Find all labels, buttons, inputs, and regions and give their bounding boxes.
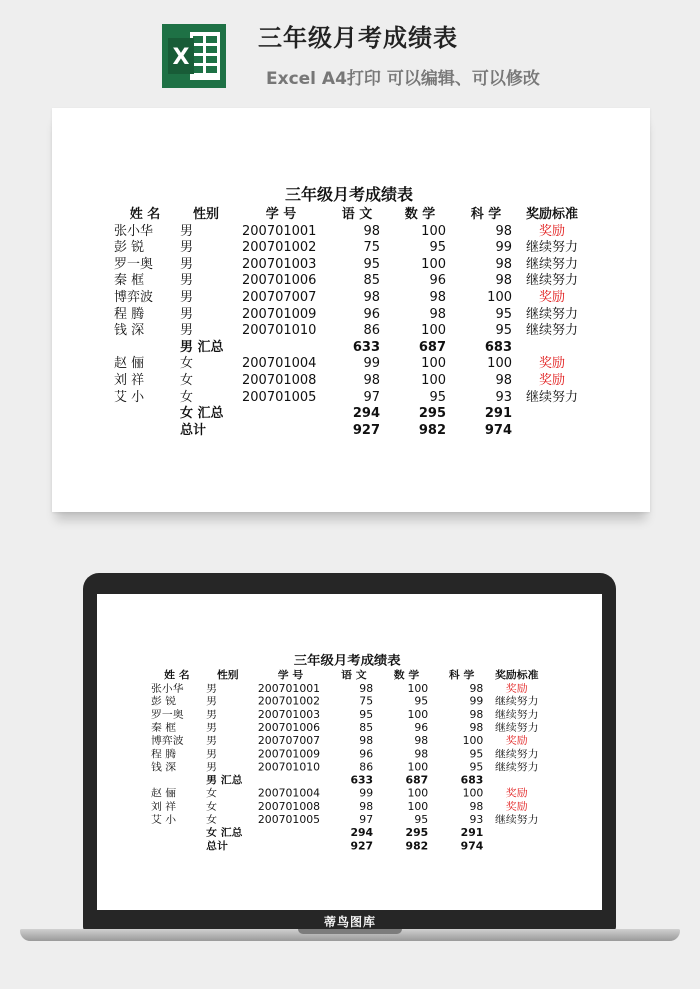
table-cell: 男 (206, 696, 217, 709)
table-cell: 男 (206, 748, 217, 761)
table-cell: 95 (429, 240, 446, 256)
summary-row (151, 827, 543, 840)
table-cell: 200701003 (242, 256, 317, 272)
table-cell: 291 (484, 406, 512, 422)
column-header: 语 文 (341, 669, 367, 682)
table-cell: 100 (462, 787, 484, 800)
table-cell: 奖励 (505, 735, 528, 748)
table-cell: 96 (363, 306, 380, 322)
table-row (151, 709, 543, 722)
table-cell: 继续努力 (495, 709, 539, 722)
table-cell: 687 (405, 774, 429, 787)
table-cell: 刘 祥 (114, 372, 145, 388)
table-cell: 200701002 (242, 240, 317, 256)
table-cell (242, 340, 320, 357)
table-cell: 总计 (180, 422, 207, 438)
laptop-brand-label: 蒂鸟图库 (323, 915, 376, 929)
table-cell: 博弈波 (114, 289, 154, 305)
table-cell: 98 (495, 256, 512, 272)
table-cell: 98 (359, 683, 374, 695)
column-header: 奖励标准 (495, 669, 539, 682)
table-cell (114, 423, 176, 440)
table-cell: 程 腾 (151, 748, 177, 761)
column-header: 姓 名 (129, 207, 161, 222)
table-header (114, 207, 584, 224)
table-cell: 95 (414, 814, 429, 827)
table-row (151, 722, 543, 735)
table-cell: 秦 框 (151, 722, 177, 735)
table-cell: 98 (414, 735, 429, 748)
table-cell: 男 (180, 273, 194, 289)
table-cell: 974 (460, 840, 484, 853)
table-cell: 100 (407, 761, 429, 774)
table-cell: 95 (359, 709, 374, 722)
table-cell: 刘 祥 (151, 801, 177, 813)
table-cell: 927 (352, 422, 380, 438)
table-cell: 291 (460, 827, 484, 840)
table-cell: 100 (407, 709, 429, 722)
table-cell: 男 (180, 289, 194, 305)
table-cell: 295 (405, 827, 429, 840)
table-cell: 200701003 (257, 709, 321, 722)
table-cell: 200701008 (242, 372, 317, 388)
table-cell: 96 (429, 273, 446, 289)
table-cell: 95 (495, 306, 512, 322)
score-table (114, 183, 584, 439)
sheet-title: 三年级月考成绩表 (284, 185, 413, 204)
table-cell (242, 406, 320, 423)
table-cell: 继续努力 (525, 306, 578, 322)
table-cell: 奖励 (505, 787, 528, 800)
table-cell: 75 (359, 696, 374, 709)
table-row (114, 390, 584, 407)
table-cell (258, 775, 323, 788)
table-row (114, 224, 584, 241)
table-cell: 200701002 (257, 696, 321, 709)
table-cell: 98 (359, 801, 374, 813)
table-cell: 彭 锐 (151, 696, 177, 709)
table-cell: 奖励 (538, 356, 565, 372)
table-cell: 继续努力 (495, 696, 539, 709)
table-cell (512, 340, 584, 357)
table-row (114, 307, 584, 324)
table-cell: 100 (487, 356, 512, 372)
laptop-score-table (151, 651, 543, 853)
column-header: 奖励标准 (525, 207, 578, 222)
table-cell: 683 (460, 774, 484, 787)
table-cell: 85 (363, 273, 380, 289)
table-cell: 200701001 (257, 683, 321, 695)
table-cell: 633 (350, 774, 374, 787)
table-cell: 982 (405, 840, 429, 853)
page-subtitle: Excel A4打印 可以编辑、可以修改 (266, 69, 540, 89)
column-header: 学 号 (265, 207, 297, 222)
table-cell: 男 (206, 683, 217, 695)
table-cell: 艾 小 (114, 389, 145, 405)
table-cell: 继续努力 (495, 761, 539, 774)
table-cell: 294 (352, 406, 380, 422)
table-row (151, 814, 543, 827)
table-cell: 683 (484, 339, 512, 355)
table-cell: 200701010 (242, 323, 317, 339)
table-cell: 95 (469, 748, 484, 761)
table-cell: 99 (363, 356, 380, 372)
table-cell (483, 827, 543, 840)
table-cell: 95 (429, 389, 446, 405)
table-cell: 男 (206, 761, 217, 774)
table-cell: 男 汇总 (206, 774, 243, 787)
table-cell: 93 (495, 389, 512, 405)
table-cell: 继续努力 (495, 722, 539, 735)
page-title: 三年级月考成绩表 (258, 24, 458, 52)
table-cell: 200701005 (242, 389, 317, 405)
table-cell: 男 (180, 256, 194, 272)
table-row (151, 736, 543, 749)
table-cell: 100 (407, 787, 429, 800)
table-cell: 86 (359, 761, 374, 774)
column-header: 语 文 (341, 207, 373, 222)
table-cell: 奖励 (538, 223, 565, 239)
table-cell: 200701004 (257, 787, 321, 800)
table-cell: 927 (350, 840, 374, 853)
table-cell: 98 (414, 748, 429, 761)
table-cell: 98 (363, 289, 380, 305)
table-cell: 200701010 (257, 761, 321, 774)
table-cell: 200701009 (242, 306, 317, 322)
table-cell: 男 (180, 223, 194, 239)
table-cell: 100 (407, 683, 429, 695)
table-cell (114, 340, 176, 357)
table-cell: 200701008 (257, 801, 321, 813)
table-cell: 295 (418, 406, 446, 422)
table-cell (242, 423, 320, 440)
summary-row (151, 775, 543, 788)
table-cell: 男 (206, 722, 217, 735)
table-cell: 奖励 (505, 801, 528, 813)
table-cell: 95 (414, 696, 429, 709)
table-cell: 974 (484, 422, 512, 438)
table-cell: 98 (469, 722, 484, 735)
table-cell: 男 (180, 240, 194, 256)
table-cell: 继续努力 (525, 389, 578, 405)
table-cell: 继续努力 (525, 323, 578, 339)
table-row (114, 323, 584, 340)
table-row (151, 801, 543, 814)
table-cell: 98 (363, 223, 380, 239)
table-cell: 100 (487, 289, 512, 305)
table-cell: 294 (350, 827, 374, 840)
table-cell: 633 (352, 339, 380, 355)
table-row (151, 749, 543, 762)
table-cell: 98 (469, 683, 484, 695)
summary-row (114, 406, 584, 423)
table-row (151, 788, 543, 801)
table-cell: 98 (495, 223, 512, 239)
table-cell: 继续努力 (495, 814, 539, 827)
summary-row (114, 340, 584, 357)
table-cell: 女 (180, 372, 194, 388)
table-cell: 200701004 (242, 356, 317, 372)
excel-logo-icon (162, 24, 226, 88)
table-row (114, 257, 584, 274)
table-cell: 女 汇总 (206, 827, 243, 840)
table-cell: 张小华 (151, 683, 184, 695)
table-cell: 女 (206, 814, 217, 827)
table-cell: 程 腾 (114, 306, 145, 322)
table-cell: 99 (495, 240, 512, 256)
table-cell: 女 (206, 801, 217, 813)
table-cell: 95 (495, 323, 512, 339)
table-cell: 赵 俪 (114, 356, 145, 372)
table-cell: 男 汇总 (180, 339, 224, 355)
table-cell: 继续努力 (525, 273, 578, 289)
table-cell: 张小华 (114, 223, 154, 239)
table-cell: 秦 框 (114, 273, 145, 289)
table-cell: 200707007 (242, 289, 317, 305)
table-cell: 钱 深 (114, 323, 145, 339)
table-cell: 男 (206, 735, 217, 748)
table-cell: 98 (429, 306, 446, 322)
table-cell: 100 (421, 223, 446, 239)
table-cell: 687 (418, 339, 446, 355)
table-cell: 98 (363, 372, 380, 388)
table-cell: 86 (363, 323, 380, 339)
table-cell: 钱 深 (151, 761, 177, 774)
table-cell: 98 (469, 801, 484, 813)
table-cell: 艾 小 (151, 814, 177, 827)
table-cell (512, 406, 584, 423)
table-cell (483, 840, 543, 853)
table-cell: 罗一奥 (114, 256, 154, 272)
table-cell (114, 406, 176, 423)
table-cell: 98 (429, 289, 446, 305)
table-row (114, 240, 584, 257)
table-cell: 女 (180, 356, 194, 372)
table-cell: 总计 (206, 840, 228, 853)
table-cell: 男 (180, 323, 194, 339)
laptop-notch (298, 929, 402, 934)
table-cell: 200701006 (257, 722, 321, 735)
table-cell: 98 (495, 372, 512, 388)
table-row (114, 373, 584, 390)
table-cell: 96 (414, 722, 429, 735)
table-cell: 100 (421, 372, 446, 388)
svg-text:X: X (172, 45, 190, 70)
table-row (114, 273, 584, 290)
table-cell: 男 (206, 709, 217, 722)
column-header: 性别 (216, 669, 239, 682)
table-cell (151, 775, 203, 788)
table-cell: 98 (359, 735, 374, 748)
column-header: 数 学 (404, 207, 436, 222)
table-cell: 200701001 (242, 223, 317, 239)
table-cell: 男 (180, 306, 194, 322)
column-header: 科 学 (470, 207, 502, 222)
table-cell: 200701006 (242, 273, 317, 289)
table-cell: 98 (469, 709, 484, 722)
table-cell: 奖励 (538, 289, 565, 305)
table-cell: 博弈波 (151, 735, 184, 748)
table-cell: 100 (421, 356, 446, 372)
table-cell: 女 汇总 (180, 406, 224, 422)
table-row (114, 290, 584, 307)
column-header: 姓 名 (164, 669, 190, 682)
table-cell: 95 (469, 761, 484, 774)
table-cell: 98 (495, 273, 512, 289)
table-cell: 200707007 (257, 735, 321, 748)
table-cell: 85 (359, 722, 374, 735)
table-cell (151, 827, 203, 840)
table-cell: 继续努力 (525, 256, 578, 272)
table-cell: 女 (206, 787, 217, 800)
column-header: 性别 (192, 207, 219, 222)
table-cell: 奖励 (538, 372, 565, 388)
table-cell: 100 (462, 735, 484, 748)
table-cell: 赵 俪 (151, 787, 177, 800)
table-cell: 99 (359, 787, 374, 800)
table-cell: 96 (359, 748, 374, 761)
table-cell: 继续努力 (495, 748, 539, 761)
table-cell: 93 (469, 814, 484, 827)
column-header: 数 学 (393, 669, 420, 682)
summary-row (114, 423, 584, 440)
table-row (151, 683, 543, 696)
table-cell: 彭 锐 (114, 240, 145, 256)
table-cell: 100 (421, 323, 446, 339)
table-cell (258, 840, 323, 853)
column-header: 科 学 (448, 669, 475, 682)
table-cell: 罗一奥 (151, 709, 184, 722)
table-cell: 100 (421, 256, 446, 272)
table-cell: 95 (363, 256, 380, 272)
table-cell: 200701005 (257, 814, 321, 827)
table-cell: 75 (363, 240, 380, 256)
table-cell (151, 840, 203, 853)
table-cell: 女 (180, 389, 194, 405)
table-cell: 97 (359, 814, 374, 827)
table-cell (483, 775, 543, 788)
summary-row (151, 840, 543, 853)
table-cell: 97 (363, 389, 380, 405)
table-cell: 继续努力 (525, 240, 578, 256)
table-cell (258, 827, 323, 840)
column-header: 学 号 (277, 669, 304, 682)
sheet-title: 三年级月考成绩表 (293, 652, 401, 668)
table-cell: 982 (418, 422, 446, 438)
table-row (151, 696, 543, 709)
table-cell: 奖励 (505, 683, 528, 695)
table-cell: 200701009 (257, 748, 321, 761)
table-cell (512, 423, 584, 440)
table-row (114, 356, 584, 373)
table-row (151, 762, 543, 775)
table-cell: 99 (469, 696, 484, 709)
table-header (151, 670, 543, 683)
table-cell: 100 (407, 801, 429, 813)
